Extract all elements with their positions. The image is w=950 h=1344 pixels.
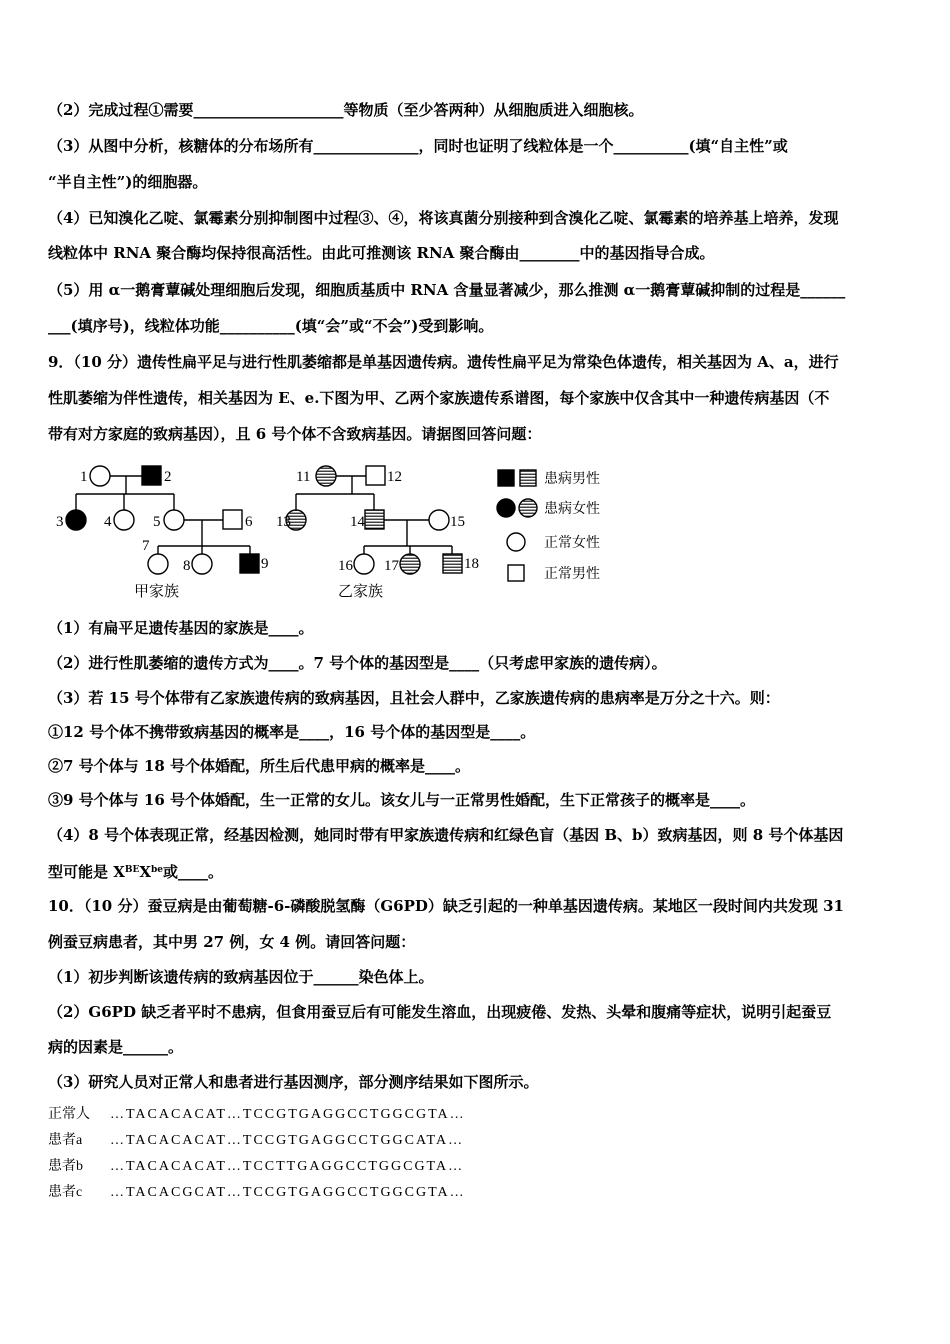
individual-6 <box>223 510 242 529</box>
legend-label-normal-female: 正常女性 <box>544 536 600 551</box>
q9-sub4-text-pre: 型可能是 X <box>48 863 125 881</box>
sequence-row-patient-c <box>48 1184 466 1202</box>
sequence-text: …TACACGCAT…TCCGTGAGGCCTGGCGTA… <box>110 1185 466 1200</box>
q10-sub3: （3）研究人员对正常人和患者进行基因测序，部分测序结果如下图所示。 <box>48 1073 539 1091</box>
individual-5 <box>164 510 184 530</box>
label-14: 14 <box>350 514 365 530</box>
q9-sub3-1: ①12 号个体不携带致病基因的概率是____，16 号个体的基因型是____。 <box>48 723 536 741</box>
q8-part5-line1: （5）用 α一鹅膏蕈碱处理细胞后发现，细胞质基质中 RNA 含量显著减少，那么推测 α一鹅膏蕈碱抑制的过程是______ <box>48 281 846 299</box>
label-15: 15 <box>450 514 465 530</box>
family-b-label: 乙家族 <box>338 584 384 600</box>
q9-intro-line1: 9．（10 分）遗传性扁平足与进行性肌萎缩都是单基因遗传病。遗传性扁平足为常染色体遗传，相关基因为 A、a，进行 <box>48 353 839 371</box>
q9-sub2: （2）进行性肌萎缩的遗传方式为____。7 号个体的基因型是____（只考虑甲家族的遗传病）。 <box>48 654 667 672</box>
q8-part2: （2）完成过程①需要____________________等物质（至少答两种）从细胞质进入细胞核。 <box>48 101 644 119</box>
legend-label-affected-male: 患病男性 <box>544 472 600 487</box>
q10-sub2-line1: （2）G6PD 缺乏者平时不患病，但食用蚕豆后有可能发生溶血，出现疲倦、发热、头晕和腹痛等症状，说明引起蚕豆 <box>48 1003 832 1021</box>
label-13: 13 <box>276 514 291 530</box>
label-7: 7 <box>142 538 150 554</box>
legend-normal-female <box>507 533 525 551</box>
label-17: 17 <box>384 558 399 574</box>
individual-16 <box>354 554 374 574</box>
q9-sub4-line2 <box>48 860 223 882</box>
q8-part3-line2: “半自主性”)的细胞器。 <box>48 173 208 191</box>
individual-7 <box>148 554 168 574</box>
individual-3 <box>66 510 86 530</box>
label-2: 2 <box>164 469 172 485</box>
q9-sub3-2: ②7 号个体与 18 号个体婚配，所生后代患甲病的概率是____。 <box>48 757 470 775</box>
sequence-label: 患者b <box>48 1159 83 1174</box>
q10-sub1: （1）初步判断该遗传病的致病基因位于______染色体上。 <box>48 968 434 986</box>
individual-8 <box>192 554 212 574</box>
label-16: 16 <box>338 558 353 574</box>
q10-intro-line1: 10．（10 分）蚕豆病是由葡萄糖-6-磷酸脱氢酶（G6PD）缺乏引起的一种单基因遗传病。某地区一段时间内共发现 31 <box>48 897 844 915</box>
legend-label-normal-male: 正常男性 <box>544 567 600 582</box>
individual-2 <box>142 466 161 485</box>
label-8: 8 <box>183 558 191 574</box>
individual-12 <box>366 466 385 485</box>
individual-11 <box>316 466 336 486</box>
sequence-label: 正常人 <box>48 1107 90 1122</box>
sequence-label: 患者a <box>48 1133 83 1148</box>
individual-15 <box>429 510 449 530</box>
sequence-text: …TACACACAT…TCCGTGAGGCCTGGCATA… <box>110 1133 465 1148</box>
q9-sub3: （3）若 15 号个体带有乙家族遗传病的致病基因，且社会人群中，乙家族遗传病的患病率是万分之十六。则： <box>48 689 780 707</box>
genotype-sup-2: be <box>150 865 164 875</box>
individual-1 <box>90 466 110 486</box>
legend-affected-female-hatched <box>519 499 537 517</box>
sequence-row-patient-b <box>48 1158 464 1176</box>
individual-18 <box>443 554 462 573</box>
sequence-label: 患者c <box>48 1185 83 1200</box>
family-a-label: 甲家族 <box>134 584 180 600</box>
sequence-text: …TACACACAT…TCCTTGAGGCCTGGCGTA… <box>110 1159 465 1174</box>
q9-sub3-3: ③9 号个体与 16 号个体婚配，生一正常的女儿。该女儿与一正常男性婚配，生下正常孩子的概率是____。 <box>48 791 755 809</box>
label-1: 1 <box>80 469 88 485</box>
label-6: 6 <box>245 514 253 530</box>
legend-affected-male-solid <box>498 470 514 486</box>
label-5: 5 <box>153 514 161 530</box>
label-9: 9 <box>261 556 269 572</box>
q10-sub2-line2: 病的因素是______。 <box>48 1038 184 1056</box>
legend-label-affected-female: 患病女性 <box>544 502 600 517</box>
legend-affected-female-solid <box>497 499 515 517</box>
q10-intro-line2: 例蚕豆病患者，其中男 27 例，女 4 例。请回答问题： <box>48 933 416 951</box>
label-3: 3 <box>56 514 64 530</box>
label-11: 11 <box>296 469 311 485</box>
label-12: 12 <box>387 469 402 485</box>
q9-sub4-text-post: 或____。 <box>163 863 224 881</box>
individual-9 <box>240 554 259 573</box>
legend-affected-male-hatched <box>520 470 536 486</box>
individual-17 <box>400 554 420 574</box>
q8-part5-line2: ___(填序号)，线粒体功能__________(填“会”或“不会”)受到影响。 <box>48 317 494 335</box>
pedigree-figure <box>52 458 632 606</box>
legend-normal-male <box>508 565 524 581</box>
q9-intro-line3: 带有对方家庭的致病基因），且 6 号个体不含致病基因。请据图回答问题： <box>48 425 542 443</box>
q9-sub1: （1）有扁平足遗传基因的家族是____。 <box>48 619 314 637</box>
q8-part3-line1: （3）从图中分析，核糖体的分布场所有______________，同时也证明了线粒体是一个__________(填“自主性”或 <box>48 137 788 155</box>
label-4: 4 <box>104 514 112 530</box>
individual-4 <box>114 510 134 530</box>
sequence-text: …TACACACAT…TCCGTGAGGCCTGGCGTA… <box>110 1107 466 1122</box>
q9-sub4-line1: （4）8 号个体表现正常，经基因检测，她同时带有甲家族遗传病和红绿色盲（基因 B、b）致病基因，则 8 号个体基因 <box>48 826 844 844</box>
sequence-row-normal <box>48 1106 466 1124</box>
q8-part4-line1: （4）已知溴化乙啶、氯霉素分别抑制图中过程③、④，将该真菌分别接种到含溴化乙啶、氯霉素的培养基上培养，发现 <box>48 209 839 227</box>
genotype-sup-1: BE <box>124 865 140 875</box>
individual-14 <box>365 510 384 529</box>
label-18: 18 <box>464 556 479 572</box>
q8-part4-line2: 线粒体中 RNA 聚合酶均保持很高活性。由此可推测该 RNA 聚合酶由________中的基因指导合成。 <box>48 244 715 262</box>
q9-sub4-text-mid: X <box>139 863 151 881</box>
q9-intro-line2: 性肌萎缩为伴性遗传，相关基因为 E、e.下图为甲、乙两个家族遗传系谱图，每个家族中仅含其中一种遗传病基因（不 <box>48 389 830 407</box>
sequence-row-patient-a <box>48 1132 464 1150</box>
